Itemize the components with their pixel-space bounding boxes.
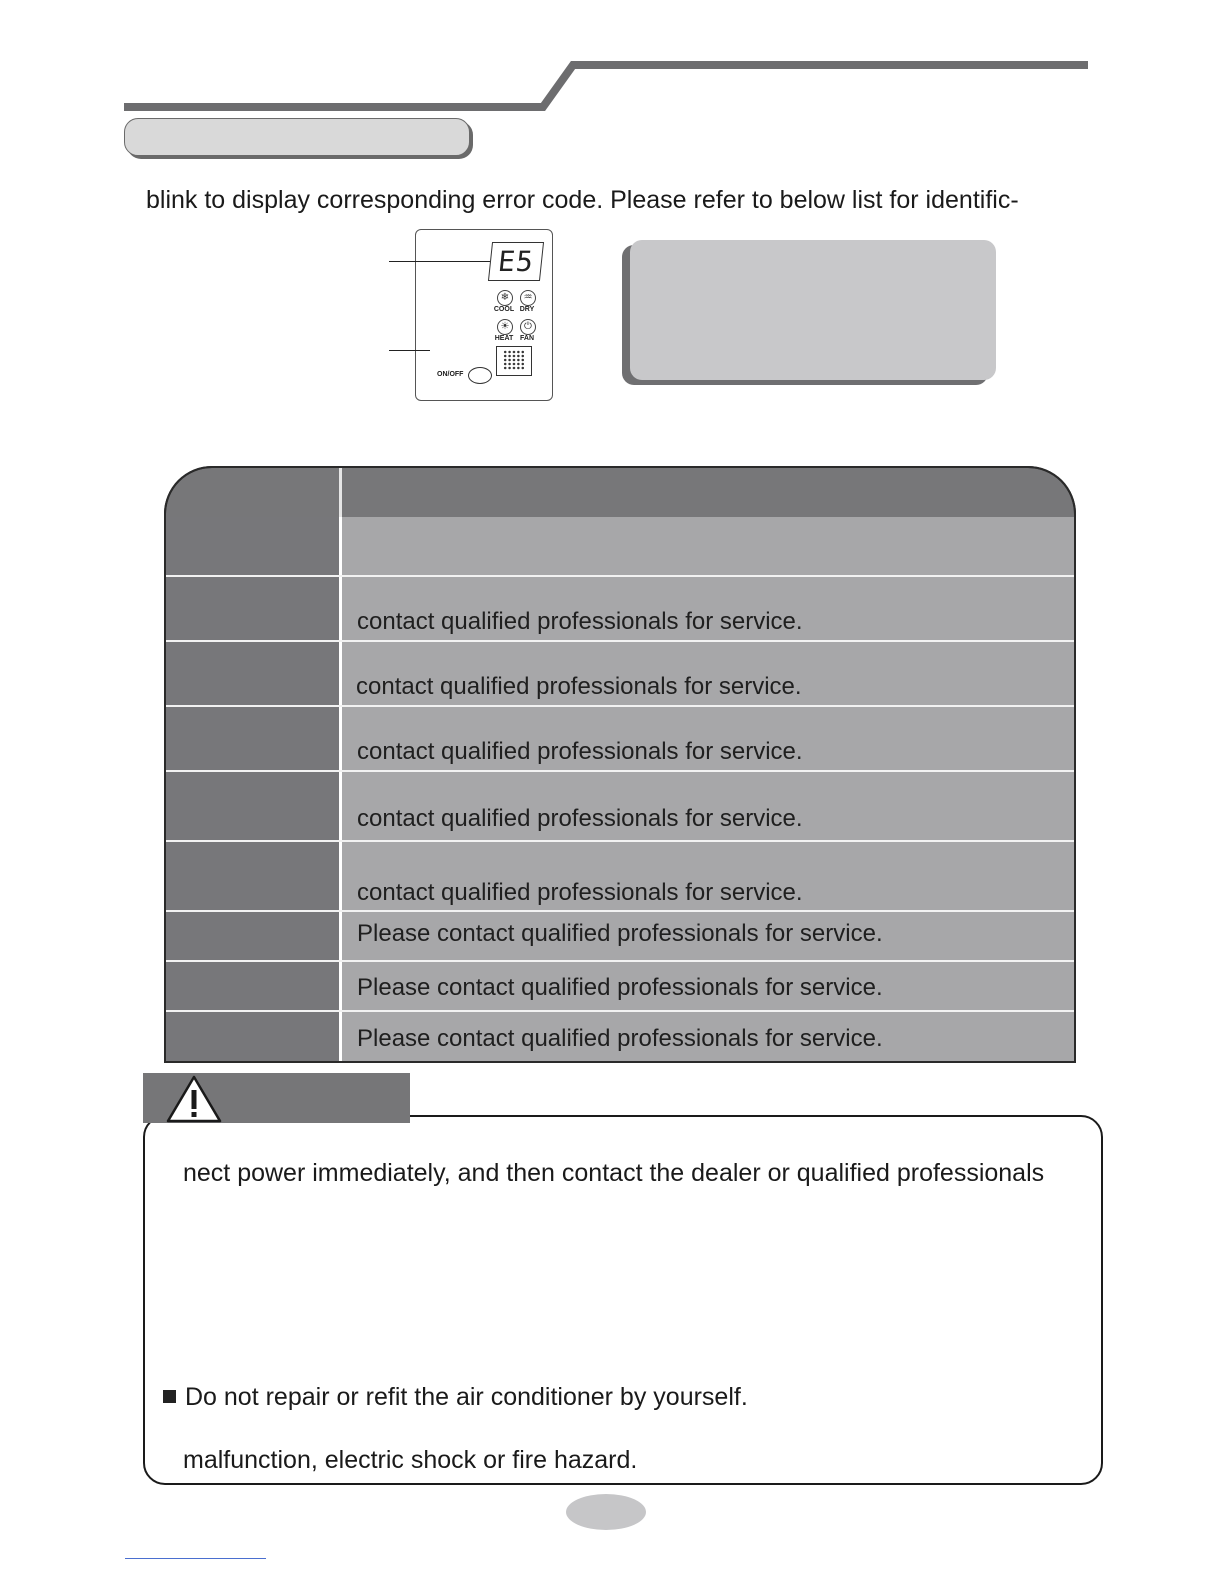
code-cell [164, 517, 339, 577]
table-row [164, 962, 1076, 1012]
code-cell [164, 962, 339, 1012]
onoff-label: ON/OFF [437, 371, 464, 378]
section-title-pill [124, 118, 470, 156]
warning-icon [165, 1074, 223, 1124]
table-row [164, 772, 1076, 842]
table-row [164, 707, 1076, 772]
code-cell [164, 912, 339, 962]
cool-icon: ❄ [497, 290, 513, 306]
table-row [164, 517, 1076, 577]
table-row [164, 1012, 1076, 1063]
dry-icon: ♒ [520, 290, 536, 306]
heat-icon: ☀ [497, 319, 513, 335]
code-cell [164, 707, 339, 772]
table-header-divider [339, 468, 342, 517]
row-description: contact qualified professionals for service. [357, 879, 803, 906]
table-row [164, 842, 1076, 912]
code-cell [164, 842, 339, 912]
table-row [164, 577, 1076, 642]
row-description: contact qualified professionals for service. [357, 608, 803, 635]
row-description: contact qualified professionals for service. [356, 673, 802, 700]
bullet-icon [163, 1390, 176, 1403]
code-cell [164, 772, 339, 842]
code-cell [164, 642, 339, 707]
warning-bullet-text: Do not repair or refit the air conditioner by yourself. [185, 1383, 748, 1411]
dry-label: DRY [519, 306, 535, 313]
table-header [164, 466, 1076, 517]
display-leader-line [389, 261, 490, 262]
desc-cell [342, 517, 1076, 577]
row-description: Please contact qualified professionals for service. [357, 920, 883, 947]
code-cell [164, 577, 339, 642]
page-number-oval [566, 1494, 646, 1530]
code-cell [164, 1012, 339, 1063]
note-box [630, 240, 996, 380]
onoff-button[interactable] [468, 367, 492, 384]
heat-label: HEAT [494, 335, 514, 342]
row-description: contact qualified professionals for service. [357, 805, 803, 832]
fan-label: FAN [520, 335, 534, 342]
cool-label: COOL [493, 306, 515, 313]
intro-text: blink to display corresponding error code. Please refer to below list for identific- [146, 186, 1019, 214]
power-icon: ⏻ [520, 319, 536, 335]
table-row [164, 642, 1076, 707]
indicator-leader-line [389, 350, 430, 351]
header-rule [0, 0, 1224, 120]
row-description: Please contact qualified professionals for service. [357, 1025, 883, 1052]
error-code-display: E5 [488, 242, 544, 281]
warning-line-3: malfunction, electric shock or fire hazard. [183, 1446, 638, 1474]
warning-line-1: nect power immediately, and then contact the dealer or qualified professionals [183, 1159, 1045, 1187]
table-row [164, 912, 1076, 962]
receiver-grid-icon [503, 350, 525, 370]
row-description: contact qualified professionals for service. [357, 738, 803, 765]
warning-bullet-2 [163, 1383, 748, 1412]
footer-line [125, 1558, 266, 1559]
row-description: Please contact qualified professionals for service. [357, 974, 883, 1001]
